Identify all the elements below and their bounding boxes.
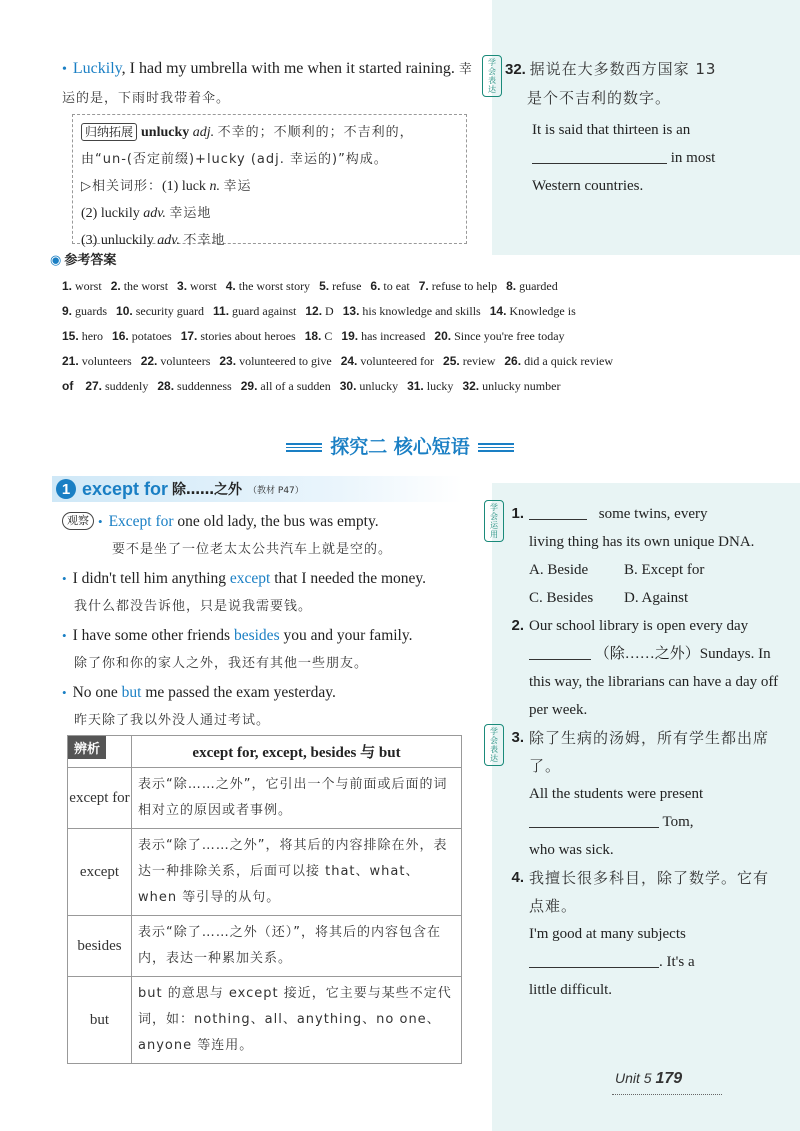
head-def: 不幸的；不顺利的；不吉利的，由“un-(否定前缀)+lucky (adj. 幸运的)”构成。: [81, 125, 414, 167]
option-d[interactable]: D. Against: [624, 590, 689, 606]
answer-item: of: [62, 379, 74, 393]
use-badge-icon: 学 会 运 用: [484, 500, 504, 542]
related-form-2: (2) luckily adv. 幸运地: [81, 206, 212, 221]
answer-item: 30. unlucky: [339, 379, 399, 393]
top-example-en: • Luckily, I had my umbrella with me when it started raining. 幸运的是，下雨时我带着伞。: [62, 60, 473, 106]
answer-blank[interactable]: [529, 502, 587, 520]
answer-key: [50, 252, 750, 399]
answer-item: 2. the worst: [110, 279, 169, 293]
answer-item: 31. lucky: [407, 379, 454, 393]
answer-item: 12. D: [305, 304, 334, 318]
answer-icon: ◉: [50, 253, 62, 268]
answer-item: 5. refuse: [319, 279, 362, 293]
table-row: except for 表示“除……之外”，它引出一个与前面或后面的词相对立的原因或者事例。: [68, 768, 462, 829]
answer-item: 20. Since you're free today: [434, 329, 565, 343]
table-row: besides 表示“除了……之外（还）”，将其后的内容包含在内，表达一种累加关系。: [68, 916, 462, 977]
answer-item: 8. guarded: [506, 279, 558, 293]
extension-tag: 归纳拓展: [81, 123, 137, 141]
answer-item: 7. refuse to help: [418, 279, 498, 293]
head-word: unlucky: [141, 125, 190, 140]
answer-lines: [50, 274, 750, 399]
answer-item: 22. volunteers: [140, 354, 211, 368]
answer-blank[interactable]: [529, 950, 659, 968]
answer-line: [50, 299, 750, 324]
section-title: 探究二 核心短语: [0, 432, 800, 459]
answer-blank[interactable]: [529, 810, 659, 828]
exercises: [484, 500, 784, 1004]
page-number: 179: [655, 1070, 683, 1087]
analysis-table: [67, 735, 462, 1064]
answer-item: 16. potatoes: [112, 329, 172, 343]
answer-line: [50, 324, 750, 349]
answer-item: 3. worst: [177, 279, 217, 293]
title-bars-right-icon: [478, 443, 514, 452]
answer-item: 1. worst: [62, 279, 102, 293]
answer-item: 6. to eat: [370, 279, 410, 293]
answer-item: 19. has increased: [341, 329, 426, 343]
answer-item: 15. hero: [62, 329, 104, 343]
example-1: 观察 • Except for one old lady, the bus was empty. 要不是坐了一位老太太公共汽车上就是空的。: [62, 508, 472, 564]
phrase-heading: [52, 476, 462, 502]
examples: [62, 508, 472, 736]
table-row: but but 的意思与 except 接近，它主要与某些不定代词，如：nothing、all、anything、no one、anyone 等连用。: [68, 977, 462, 1064]
answer-blank[interactable]: [532, 146, 667, 164]
option-c[interactable]: C. Besides: [529, 590, 594, 606]
phrase-number: 1: [56, 479, 76, 499]
analysis-tag: 辨析: [68, 736, 106, 759]
answer-key-title: ◉ 参考答案: [50, 253, 117, 268]
express-badge-icon: 学 会 表 达: [484, 724, 504, 766]
extension-box: [72, 114, 467, 248]
observe-tag: 观察: [62, 512, 94, 530]
phrase-ref: （教材 P47）: [248, 485, 304, 496]
answer-line: [50, 274, 750, 299]
top-example: [62, 55, 482, 113]
answer-item: 21. volunteers: [62, 354, 132, 368]
answer-line: [50, 374, 750, 399]
unit-label: Unit 5: [615, 1070, 652, 1086]
answer-item: 18. C: [304, 329, 333, 343]
phrase-en: except for: [82, 478, 169, 499]
answer-item: 13. his knowledge and skills: [342, 304, 481, 318]
options: [529, 556, 784, 612]
exercise-1: 学 会 运 用 1. some twins, every living thing has its own unique DNA. A. Beside B. Except for C. Besides D. Against: [484, 500, 784, 612]
option-a[interactable]: A. Beside: [529, 562, 589, 578]
keyword-luckily: Luckily: [72, 60, 122, 77]
answer-item: 10. security guard: [116, 304, 205, 318]
answer-item: 28. suddenness: [157, 379, 232, 393]
example-4: • No one but me passed the exam yesterday. 昨天除了我以外没人通过考试。: [62, 684, 336, 728]
answer-item: 23. volunteered to give: [219, 354, 332, 368]
example-3: • I have some other friends besides you and your family. 除了你和你的家人之外，我还有其他一些朋友。: [62, 627, 413, 671]
table-row: except 表示“除了……之外”，将其后的内容排除在外，表达一种排除关系，后面可以接 that、what、when 等引导的从句。: [68, 829, 462, 916]
answer-item: 24. volunteered for: [340, 354, 435, 368]
express-badge-icon: 学 会 表 达: [482, 55, 502, 97]
top-example-cn: 幸运的是，下雨时我带着伞。: [62, 62, 473, 106]
answer-item: 4. the worst story: [225, 279, 311, 293]
answer-item: 32. unlucky number: [462, 379, 561, 393]
exercise-2: 2. Our school library is open every day （除……之外）Sundays. In this way, the librarians can have a day off per week.: [511, 617, 779, 718]
answer-item: 25. review: [443, 354, 496, 368]
answer-item: 9. guards: [62, 304, 108, 318]
phrase-cn: 除……之外: [172, 482, 243, 498]
answer-item: 27. suddenly: [85, 379, 149, 393]
answer-blank[interactable]: [529, 642, 591, 660]
exercise-4: 4. 我擅长很多科目，除了数学。它有点难。 I'm good at many subjects . It's a little difficult.: [511, 869, 770, 998]
answer-item: 11. guard against: [213, 304, 297, 318]
question-32: 学 会 表 达 32. 据说在大多数西方国家 13 是个不吉利的数字。 It is said that thirteen is an in most Western countries.: [482, 55, 782, 200]
related-form-3: (3) unluckily adv. 不幸地: [81, 233, 226, 248]
analysis-header: except for, except, besides 与 but: [132, 736, 462, 768]
extension-head: 归纳拓展 unlucky adj. 不幸的；不顺利的；不吉利的，由“un-(否定前缀)+lucky (adj. 幸运的)”构成。: [81, 125, 414, 167]
footer-divider: [612, 1094, 722, 1095]
answer-item: 26. did a quick review: [504, 354, 614, 368]
title-bars-left-icon: [286, 443, 322, 452]
option-b[interactable]: B. Except for: [624, 562, 705, 578]
answer-line: [50, 349, 750, 374]
example-2: • I didn't tell him anything except that I needed the money. 我什么都没告诉他，只是说我需要钱。: [62, 570, 427, 614]
exercise-3: 学 会 表 达 3. 除了生病的汤姆，所有学生都出席了。 All the students were present Tom, who was sick.: [484, 724, 784, 864]
answer-item: 29. all of a sudden: [240, 379, 331, 393]
answer-item: 14. Knowledge is: [489, 304, 576, 318]
page-footer: [615, 1070, 682, 1088]
answer-item: 17. stories about heroes: [180, 329, 296, 343]
related-forms: ▷相关词形：(1) luck n. 幸运: [81, 179, 252, 194]
